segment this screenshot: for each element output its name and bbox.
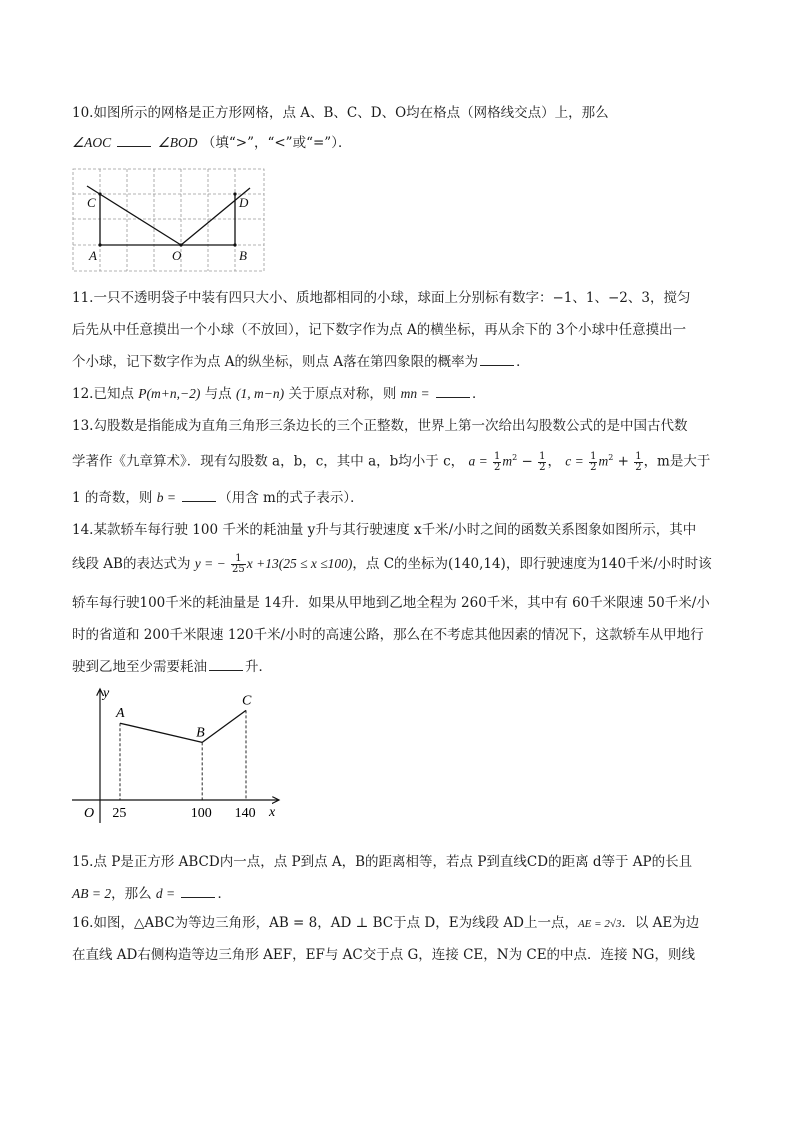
q13-line3-post: （用含 m的式子表示）．: [218, 490, 364, 506]
q11-end: ．: [516, 354, 530, 370]
q13-line2: 学著作《九章算术》．现有勾股数 a，b，c，其中 a，b均小于 c， a = $\frac{1}{2}$ $m^2$ − $\frac{1}{2}$ ， c = $\frac{1}{2}$ $m^2$ + $\frac{1}{2}$ ，m是大于: [72, 450, 711, 473]
q15-line1: 15.点 P是正方形 ABCD内一点，点 P到点 A，B的距离相等，若点 P到直线CD的距离 d等于 AP的长且: [72, 854, 693, 870]
q12-mid: 与点: [204, 386, 232, 402]
q14-line2: [72, 554, 712, 575]
a-eq: a =: [468, 453, 488, 469]
fraction-half: $\frac{1}{2}$: [635, 450, 642, 473]
segment-AB: [120, 723, 202, 742]
segment-BC: [202, 710, 246, 742]
q11-line2: 后先从中任意摸出一个小球（不放回），记下数字作为点 A的横坐标，再从余下的 3个小球中任意摸出一: [72, 322, 687, 338]
x-tick-label: 140: [234, 806, 256, 821]
q11-line1: 11.一只不透明袋子中装有四只大小、质地都相同的小球，球面上分别标有数字：−1、1、−2、3，搅匀: [72, 290, 691, 306]
fuel-chart: [72, 683, 292, 828]
label-c: C: [87, 195, 96, 210]
q11-line3: [72, 352, 530, 372]
q11-line3-text: 个小球，记下数字作为点 A的纵坐标，则点 A落在第四象限的概率为: [72, 354, 479, 370]
origin-label: O: [84, 806, 95, 821]
comma: ，: [547, 453, 561, 470]
q14-line3: 轿车每行驶100千米的耗油量是 14升．如果从甲地到乙地全程为 260千米，其中有 60千米限速 50千米/小: [72, 595, 710, 611]
q13-text: 学著作《九章算术》．现有勾股数 a，b，c，其中 a，b均小于 c，: [72, 453, 465, 470]
label-o: O: [172, 248, 182, 263]
label-d: D: [239, 195, 249, 210]
angle-bod: ∠BOD: [157, 135, 198, 150]
q13-line3-pre: 1 的奇数，则: [72, 490, 153, 506]
c-eq: c =: [565, 453, 584, 469]
coord-c: (140,14): [448, 556, 506, 572]
d-eq: d =: [155, 886, 176, 901]
q10-line2: [72, 133, 351, 153]
answer-blank: [181, 885, 215, 898]
label-a: A: [89, 248, 97, 263]
q10-hint: （填“>”，“<”或“=”）．: [201, 135, 352, 151]
q14-line2-post: ，即行驶速度为140千米/小时时该: [505, 556, 712, 572]
q12-pre: 12.已知点: [72, 386, 134, 402]
m-var: m: [502, 453, 513, 469]
label-b: B: [239, 248, 247, 263]
q13-line2-end: ，m是大于: [643, 453, 711, 470]
q14-line5-pre: 驶到乙地至少需要耗油: [72, 659, 207, 675]
q16-line1-post: ．以 AE为边: [621, 915, 700, 931]
q14-line5: [72, 657, 272, 677]
fraction-half: $\frac{1}{2}$: [590, 450, 597, 473]
grid-figure: [72, 168, 268, 274]
m-var: m: [598, 453, 609, 469]
answer-blank: [182, 489, 216, 502]
q15-end: ．: [217, 886, 231, 902]
mn-expr: mn =: [400, 386, 430, 401]
q13-line3: [72, 488, 364, 508]
answer-blank: [480, 353, 514, 366]
q15-mid: ，那么: [111, 886, 152, 902]
expr-y: y = −: [194, 556, 226, 571]
q13-line1: 13.勾股数是指能成为直角三角形三条边长的三个正整数，世界上第一次给出勾股数公式的是中国古代数: [72, 418, 688, 434]
answer-blank: [209, 658, 243, 671]
q16-line1-pre: 16.如图，△ABC为等边三角形，AB = 8，AD ⊥ BC于点 D，E为线段 AD上一点，: [72, 915, 578, 931]
point-p: P(m+n,−2): [138, 386, 201, 401]
x-tick-label: 25: [112, 806, 127, 821]
q12-end: ．: [471, 386, 486, 402]
q12-line: [72, 384, 485, 404]
q14-line2-mid: ，点 C的坐标为: [352, 556, 449, 572]
q16-line1: [72, 913, 699, 934]
answer-blank: [117, 134, 151, 147]
ab-eq: AB = 2: [72, 886, 112, 901]
angle-aoc: ∠AOC: [72, 135, 112, 150]
point-label-A: A: [116, 706, 125, 722]
point-label-B: B: [196, 725, 205, 741]
expr-x: x +13(25 ≤ x ≤100): [246, 556, 353, 571]
q14-line2-pre: 线段 AB的表达式为: [72, 556, 191, 572]
q14-line1: 14.某款轿车每行驶 100 千米的耗油量 y升与其行驶速度 x千米/小时之间的函数关系图象如图所示，其中: [72, 522, 697, 538]
plus: +: [617, 453, 629, 470]
q15-line2: [72, 884, 231, 904]
fraction-1-25: $\frac{1}{25}$: [232, 553, 245, 575]
q12-post: 关于原点对称，则: [288, 386, 397, 402]
y-axis-label: y: [103, 686, 110, 701]
answer-blank: [436, 385, 470, 398]
fraction-half: $\frac{1}{2}$: [539, 450, 546, 473]
minus: −: [521, 453, 533, 470]
x-axis-label: x: [269, 805, 276, 820]
ae-eq: AE = 2√3: [577, 918, 622, 930]
b-eq: b =: [156, 490, 176, 505]
x-tick-label: 100: [190, 806, 212, 821]
point-q: (1, m−n): [235, 386, 285, 401]
q14-line5-post: 升．: [245, 659, 272, 675]
q16-line2: 在直线 AD右侧构造等边三角形 AEF，EF与 AC交于点 G，连接 CE，N为 CE的中点．连接 NG，则线: [72, 947, 695, 963]
fraction-half: $\frac{1}{2}$: [493, 450, 501, 473]
point-label-C: C: [242, 693, 252, 709]
q10-line1: 10.如图所示的网格是正方形网格，点 A、B、C、D、O均在格点（网格线交点）上，那么: [72, 105, 609, 121]
q14-line4: 时的省道和 200千米限速 120千米/小时的高速公路，那么在不考虑其他因素的情况下，这款轿车从甲地行: [72, 627, 704, 643]
